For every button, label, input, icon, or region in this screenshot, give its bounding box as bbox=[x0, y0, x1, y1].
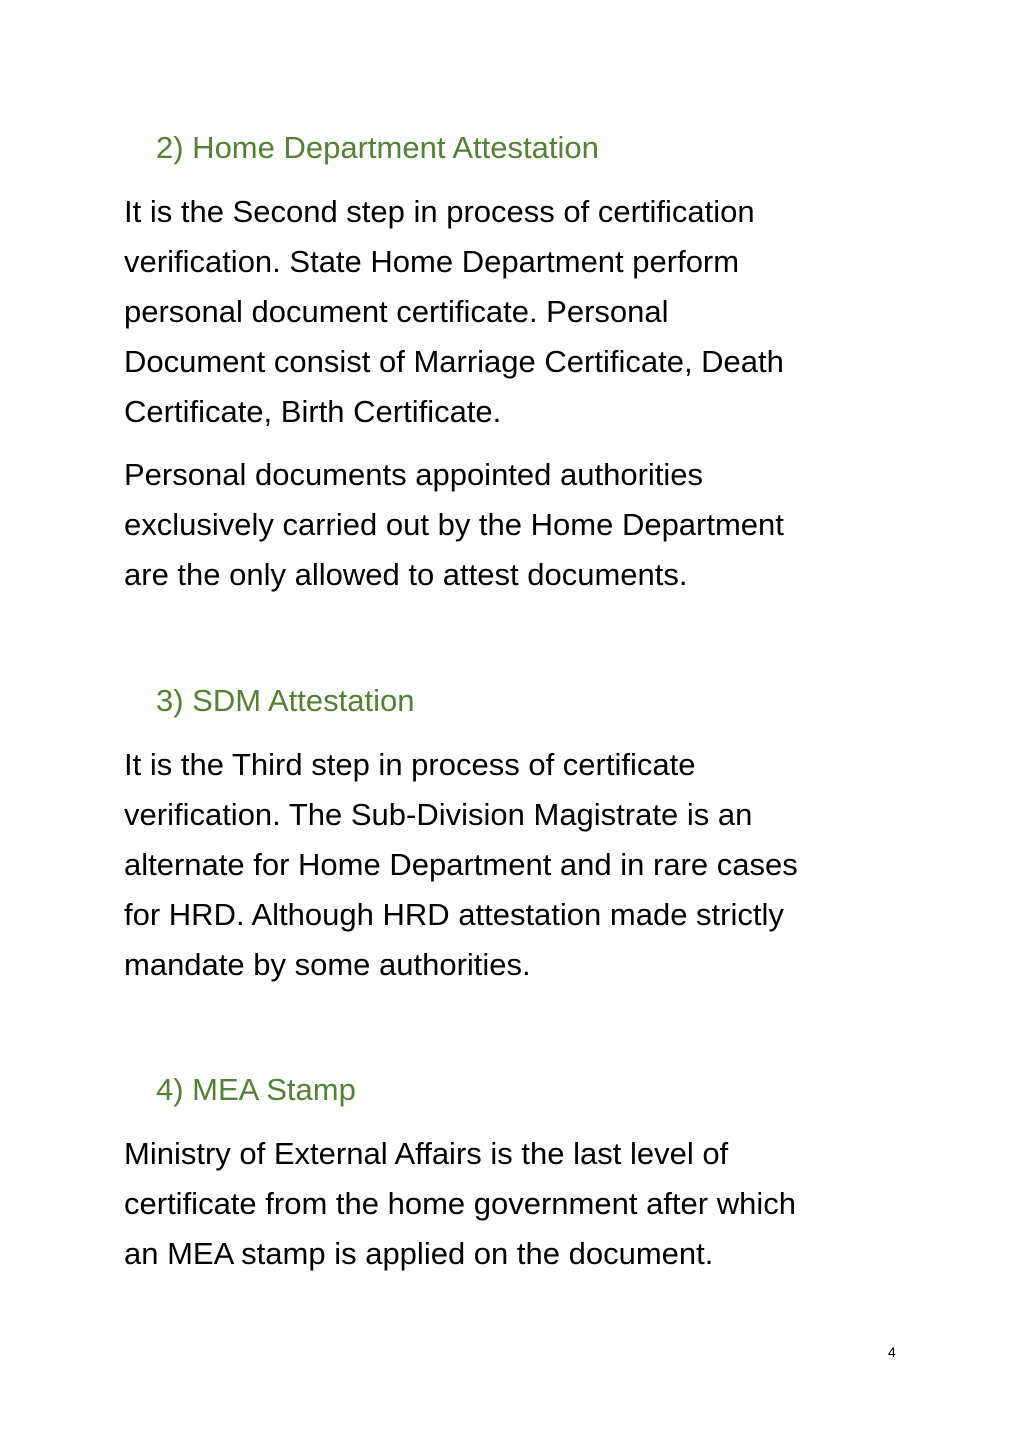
section-heading-mea-stamp: 4) MEA Stamp bbox=[156, 1072, 356, 1107]
text-line: It is the Third step in process of certificate bbox=[124, 747, 696, 782]
text-line: exclusively carried out by the Home Department bbox=[124, 507, 784, 542]
paragraph-home-department-authorities bbox=[124, 450, 914, 600]
text-line: Personal documents appointed authorities bbox=[124, 457, 704, 492]
page-number: 4 bbox=[888, 1344, 896, 1360]
text-line: verification. State Home Department perform bbox=[124, 244, 740, 279]
text-line: for HRD. Although HRD attestation made strictly bbox=[124, 897, 784, 932]
text-line: It is the Second step in process of certification bbox=[124, 194, 755, 229]
section-heading-sdm: 3) SDM Attestation bbox=[156, 683, 415, 718]
text-line: Certificate, Birth Certificate. bbox=[124, 394, 502, 429]
text-line: are the only allowed to attest documents. bbox=[124, 557, 688, 592]
text-line: Ministry of External Affairs is the last level of bbox=[124, 1136, 729, 1171]
section-heading-home-department: 2) Home Department Attestation bbox=[156, 130, 599, 165]
text-line: an MEA stamp is applied on the document. bbox=[124, 1236, 714, 1271]
text-line: certificate from the home government after which bbox=[124, 1186, 796, 1221]
paragraph-sdm bbox=[124, 740, 914, 990]
paragraph-mea-stamp bbox=[124, 1129, 914, 1279]
text-line: verification. The Sub-Division Magistrate is an bbox=[124, 797, 753, 832]
paragraph-home-department-intro bbox=[124, 187, 914, 437]
text-line: personal document certificate. Personal bbox=[124, 294, 669, 329]
text-line: alternate for Home Department and in rare cases bbox=[124, 847, 798, 882]
text-line: Document consist of Marriage Certificate, Death bbox=[124, 344, 784, 379]
text-line: mandate by some authorities. bbox=[124, 947, 531, 982]
